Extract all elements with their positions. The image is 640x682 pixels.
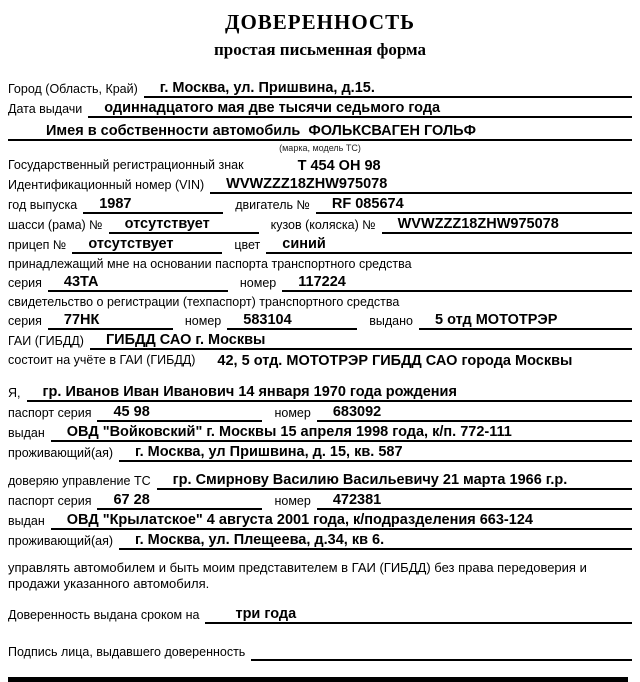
registered-label: состоит на учёте в ГАИ (ГИБДД)	[8, 353, 196, 367]
body-label: кузов (коляска) №	[270, 218, 376, 232]
year-value: 1987	[83, 196, 223, 214]
sts-series-number-row	[8, 312, 632, 330]
signature-blank-line	[251, 659, 632, 661]
city-value: г. Москва, ул. Пришвина, д.15.	[144, 80, 632, 98]
sts-series-label: серия	[8, 314, 42, 328]
owner-name-row	[8, 384, 632, 402]
gai-value: ГИБДД САО г. Москвы	[90, 332, 632, 350]
engine-value: RF 085674	[316, 196, 632, 214]
trustee-issued-value: ОВД "Крылатское" 4 августа 2001 года, к/подразделения 663-124	[51, 512, 632, 530]
reg-plate-row	[8, 157, 632, 174]
section-gap	[8, 464, 632, 472]
sts-issued-value: 5 отд МОТОТРЭР	[419, 312, 632, 330]
sts-intro: свидетельство о регистрации (техпаспорт) транспортного средства	[8, 295, 400, 309]
owner-passport-number-label: номер	[274, 406, 311, 420]
trustee-residing-label: проживающий(ая)	[8, 534, 113, 548]
owner-passport-series-label: паспорт серия	[8, 406, 92, 420]
trustee-name-value: гр. Смирнову Василию Васильевичу 21 марта 1966 г.р.	[157, 472, 632, 490]
sts-issued-label: выдано	[369, 314, 413, 328]
section-gap	[8, 371, 632, 384]
owner-issued-value: ОВД "Войковский" г. Москвы 15 апреля 1998 года, к/п. 772-111	[51, 424, 632, 442]
chassis-body-row	[8, 216, 632, 234]
owner-passport-issued-row	[8, 424, 632, 442]
authority-text: управлять автомобилем и быть моим представителем в ГАИ (ГИБДД) без права передоверия и продажи указанного автомобиля.	[8, 560, 587, 591]
registered-row	[8, 352, 632, 369]
owner-residing-label: проживающий(ая)	[8, 446, 113, 460]
color-label: цвет	[234, 238, 261, 252]
reg-plate-label: Государственный регистрационный знак	[8, 158, 244, 172]
body-value: WVWZZZ18ZHW975078	[382, 216, 632, 234]
vehicle-make-model-value: ФОЛЬКСВАГЕН ГОЛЬФ	[308, 123, 476, 139]
year-engine-row	[8, 196, 632, 214]
owner-passport-series-value: 45 98	[97, 404, 262, 422]
document-title: ДОВЕРЕННОСТЬ	[225, 10, 415, 34]
trustee-trust-label: доверяю управление ТС	[8, 474, 151, 488]
trustee-passport-series-label: паспорт серия	[8, 494, 92, 508]
engine-label: двигатель №	[235, 198, 310, 212]
owner-name-value: гр. Иванов Иван Иванович 14 января 1970 года рождения	[27, 384, 633, 402]
trailer-value: отсутствует	[72, 236, 222, 254]
make-model-note: (марка, модель ТС)	[279, 143, 361, 153]
trustee-residing-row	[8, 532, 632, 550]
pts-intro: принадлежащий мне на основании паспорта транспортного средства	[8, 257, 412, 271]
sts-series-value: 77НК	[48, 312, 173, 330]
chassis-value: отсутствует	[109, 216, 259, 234]
ownership-label: Имея в собственности автомобиль	[46, 123, 301, 139]
sts-number-label: номер	[184, 314, 222, 328]
issue-date-value: одиннадцатого мая две тысячи седьмого года	[88, 100, 632, 118]
reg-plate-value: Т 454 ОН 98	[297, 158, 381, 174]
pts-series-number-row	[8, 274, 632, 292]
trustee-issued-label: выдан	[8, 514, 45, 528]
sts-number-value: 583104	[227, 312, 357, 330]
document-subtitle: простая письменная форма	[213, 40, 426, 59]
owner-residing-row	[8, 444, 632, 462]
trustee-passport-row	[8, 492, 632, 510]
owner-passport-row	[8, 404, 632, 422]
issue-date-row	[8, 100, 632, 118]
ownership-row	[8, 123, 632, 141]
term-label: Доверенность выдана сроком на	[8, 608, 200, 622]
owner-passport-number-value: 683092	[317, 404, 632, 422]
signature-row	[8, 644, 632, 661]
term-row	[8, 606, 632, 624]
vin-label: Идентификационный номер (VIN)	[8, 178, 205, 192]
signature-label: Подпись лица, выдавшего доверенность	[8, 645, 246, 659]
city-row	[8, 80, 632, 98]
gai-row	[8, 332, 632, 350]
gai-label: ГАИ (ГИБДД)	[8, 334, 84, 348]
pts-number-value: 117224	[282, 274, 632, 292]
pts-number-label: номер	[239, 276, 277, 290]
bottom-border-bar	[8, 677, 628, 682]
trustee-passport-issued-row	[8, 512, 632, 530]
trustee-residing-value: г. Москва, ул. Плещеева, д.34, кв 6.	[119, 532, 632, 550]
trailer-label: прицеп №	[8, 238, 67, 252]
ownership-line	[8, 123, 632, 141]
owner-residing-value: г. Москва, ул Пришвина, д. 15, кв. 587	[119, 444, 632, 462]
trustee-passport-number-label: номер	[274, 494, 311, 508]
owner-issued-label: выдан	[8, 426, 45, 440]
vin-row	[8, 176, 632, 194]
trailer-color-row	[8, 236, 632, 254]
pts-series-value: 43ТА	[48, 274, 228, 292]
owner-i-label: Я,	[8, 386, 21, 400]
vin-value: WVWZZZ18ZHW975078	[210, 176, 632, 194]
color-value: синий	[266, 236, 632, 254]
trustee-passport-number-value: 472381	[317, 492, 632, 510]
year-label: год выпуска	[8, 198, 78, 212]
registered-value: 42, 5 отд. МОТОТРЭР ГИБДД САО города Москвы	[217, 353, 573, 369]
chassis-label: шасси (рама) №	[8, 218, 103, 232]
trustee-name-row	[8, 472, 632, 490]
city-label: Город (Область, Край)	[8, 82, 138, 96]
term-value: три года	[205, 606, 632, 624]
issue-date-label: Дата выдачи	[8, 102, 83, 116]
pts-series-label: серия	[8, 276, 42, 290]
trustee-passport-series-value: 67 28	[97, 492, 262, 510]
